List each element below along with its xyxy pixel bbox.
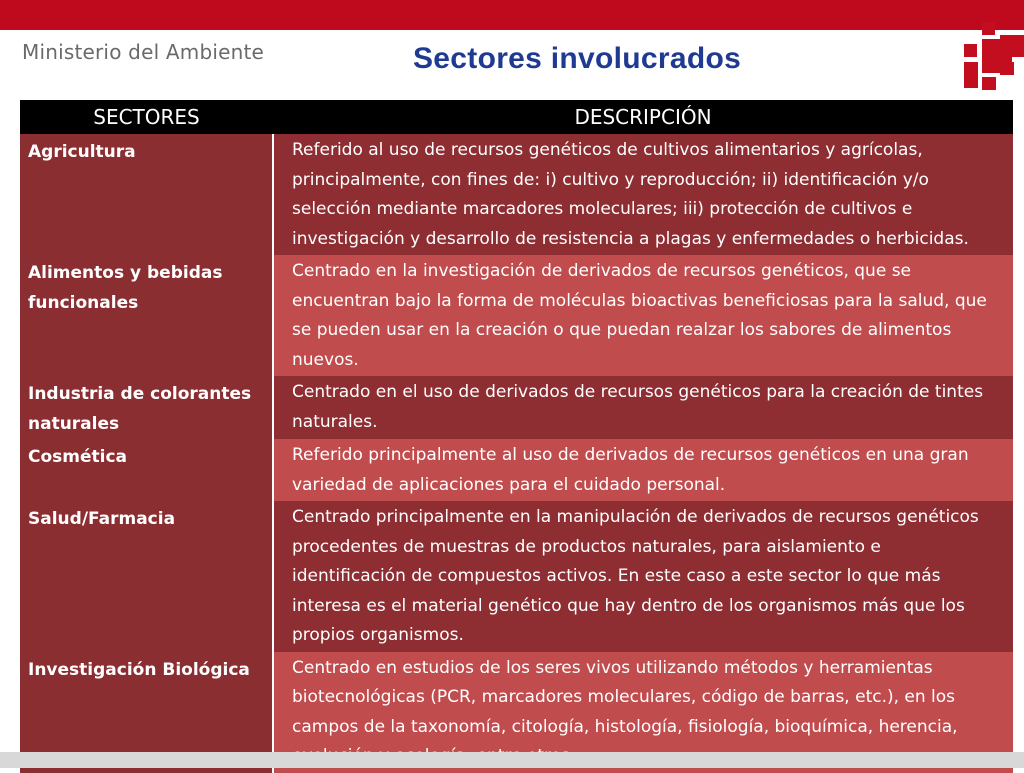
description-cell: Referido principalmente al uso de derivados de recursos genéticos en una gran variedad de aplicaciones para el cuidado personal. (273, 439, 1013, 501)
description-cell: Referido al uso de recursos genéticos de cultivos alimentarios y agrícolas, principalmente, con fines de: i) cultivo y reproducción; ii) identificación y/o selección mediante marcadores moleculares; iii) protección de cultivos e investigación y desarrollo de resistencia a plagas y enfermedades o herbicidas. (273, 134, 1013, 255)
description-cell: Centrado en la investigación de derivados de recursos genéticos, que se encuentran bajo la forma de moléculas bioactivas beneficiosas para la salud, que se pueden usar en la creación o que puedan realzar los sabores de alimentos nuevos. (273, 255, 1013, 376)
description-cell: Centrado en el uso de derivados de recursos genéticos para la creación de tintes naturales. (273, 376, 1013, 439)
header-sectores: SECTORES (20, 100, 273, 134)
table-row (20, 376, 1013, 439)
header-descripcion: DESCRIPCIÓN (273, 100, 1013, 134)
table-header-row (20, 100, 1013, 134)
sector-cell: Salud/Farmacia (20, 501, 273, 652)
table-row (20, 501, 1013, 652)
sector-cell: Industria de colorantes naturales (20, 376, 273, 439)
ministry-logo-icon (964, 22, 1024, 90)
sectors-table (20, 100, 1013, 773)
sector-cell: Investigación Biológica (20, 652, 273, 773)
sector-cell: Alimentos y bebidas funcionales (20, 255, 273, 376)
top-banner (0, 0, 1024, 30)
table-row (20, 439, 1013, 501)
ministry-name: Ministerio del Ambiente (22, 40, 265, 64)
page-title: Sectores involucrados (413, 42, 742, 75)
bottom-strip (0, 752, 1024, 768)
description-cell: Centrado principalmente en la manipulación de derivados de recursos genéticos procedentes de muestras de productos naturales, para aislamiento e identificación de compuestos activos. En este caso a este sector lo que más interesa es el material genético que hay dentro de los organismos más que los propios organismos. (273, 501, 1013, 652)
table-row (20, 255, 1013, 376)
sector-cell: Cosmética (20, 439, 273, 501)
description-cell: Centrado en estudios de los seres vivos utilizando métodos y herramientas biotecnológicas (PCR, marcadores moleculares, código de barras, etc.), en los campos de la taxonomía, citología, histología, fisiología, bioquímica, herencia, (273, 652, 1013, 773)
table-row (20, 134, 1013, 255)
sector-cell: Agricultura (20, 134, 273, 255)
